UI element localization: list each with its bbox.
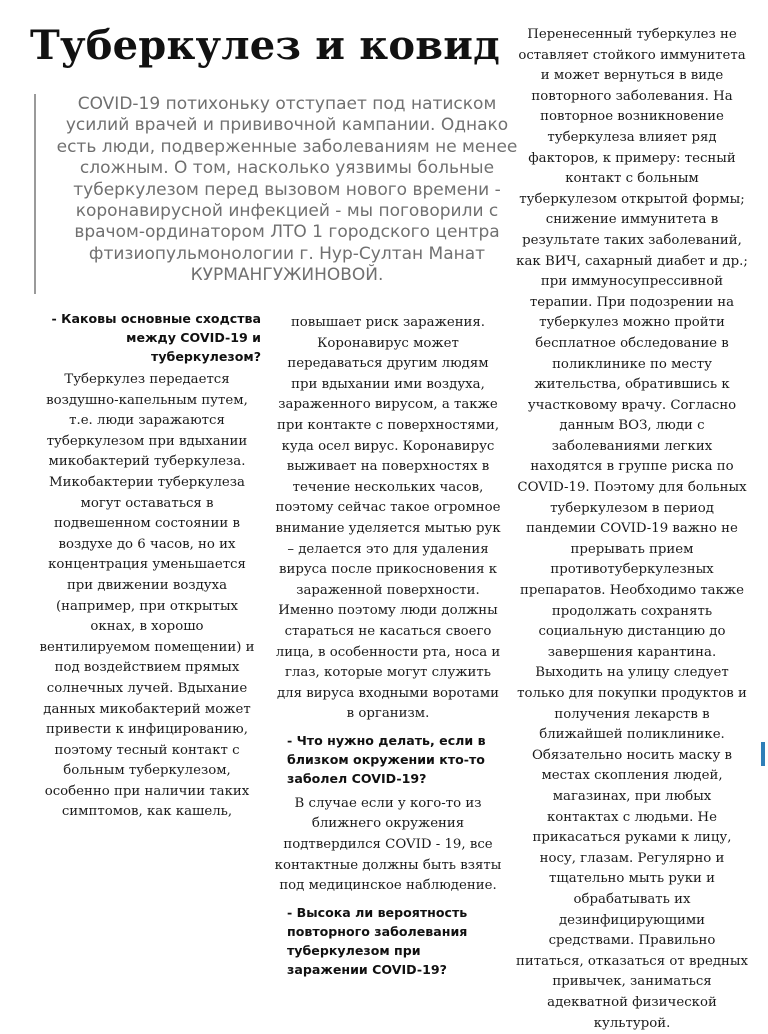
answer-1 bbox=[33, 370, 261, 823]
question-3: - Высока ли вероятность повторного заболевания туберкулезом при заражении COVID-19? bbox=[287, 904, 468, 977]
answer-1-continued bbox=[273, 313, 503, 725]
question-1: - Каковы основные сходства между COVID-19 и туберкулезом? bbox=[51, 311, 261, 364]
answer-3: Перенесенный туберкулез не оставляет стойкого иммунитета и может вернуться в виде повторного заболевания. На повторное возникновение туберкулеза влияет ряд факторов, к примеру: тесный контакт с больным туберкулезом открытой формы; снижение иммунитета в результате таких заболеваний, как ВИЧ, сахарный диабет и др.; при иммуносупрессивной терапии. При подозрении на туберкулез можно пройти бесплатное обследование в поликлинике по месту жительства, обратившись к участковому врачу. Согласно данным ВОЗ, люди с заболеваниями легких находятся в группе риска по COVID-19. Поэтому для больных туберкулезом в период пандемии COVID-19 важно не прерывать прием противотуберкулезных препаратов. Необходимо также продолжать сохранять социальную дистанцию до завершения карантина. Выходить на улицу следует только для покупки продуктов и получения лекарств в ближайшей поликлинике. Обязательно носить маску в местах скопления людей, магазинах, при любых контактах с людьми. Не прикасаться руками к лицу, носу, глазам. Регулярно и тщательно мыть руки и обрабатывать их дезинфицирующими средствами. Правильно питаться, отказаться от вредных привычек, заниматься адекватной физической культурой. bbox=[516, 27, 748, 1031]
article-title: Туберкулез и ковид bbox=[30, 22, 500, 69]
column-2 bbox=[273, 313, 503, 985]
answer-1-text: Туберкулез передается воздушно-капельным путем, т.е. люди заражаются туберкулезом при вдыхании микобактерий туберкулеза. Микобактерии туберкулеза могут оставаться в подвешенном состоянии в воздухе до 6 часов, но их концентрация уменьшается при движении воздуха (например, при открытых окнах, в хорошо вентилируемом помещении) и под воздействием прямых солнечных лучей. Вдыхание данных микобактерий может привести к инфицированию, поэтому тесный контакт с больным туберкулезом, особенно при наличии таких симптомов, как кашель, bbox=[39, 372, 255, 820]
column-3 bbox=[515, 25, 749, 1034]
answer-2: В случае если у кого-то из ближнего окружения подтвердился COVID - 19, все контактные должны быть взяты под медицинское наблюдение. bbox=[274, 795, 502, 894]
page-edge-accent bbox=[761, 742, 765, 766]
article-lead: COVID-19 потихоньку отступает под натиском усилий врачей и прививочной кампании. Однако есть люди, подверженные заболеваниям не менее сложным. О том, насколько уязвимы больные туберкулезом перед вызовом нового времени - коронавирусной инфекцией - мы поговорили с врачом-ординатором ЛТО 1 городского центра фтизиопульмонологии г. Нур-Султан Манат КУРМАНГУЖИНОВОЙ. bbox=[34, 94, 525, 294]
answer-1-text-continued: повышает риск заражения. Коронавирус может передаваться другим людям при вдыхании ими воздуха, зараженного вирусом, а также при контакте с поверхностями, куда осел вирус. Коронавирус выживает на поверхностях в течение нескольких часов, поэтому сейчас такое огромное внимание уделяется мытью рук – делается это для удаления вируса после прикосновения к зараженной поверхности. Именно поэтому люди должны стараться не касаться своего лица, в особенности рта, носа и глаз, которые могут служить для вируса входными воротами в организм. bbox=[275, 315, 501, 722]
column-1 bbox=[33, 309, 261, 823]
question-2: - Что нужно делать, если в близком окружении кто-то заболел COVID-19? bbox=[287, 732, 486, 786]
